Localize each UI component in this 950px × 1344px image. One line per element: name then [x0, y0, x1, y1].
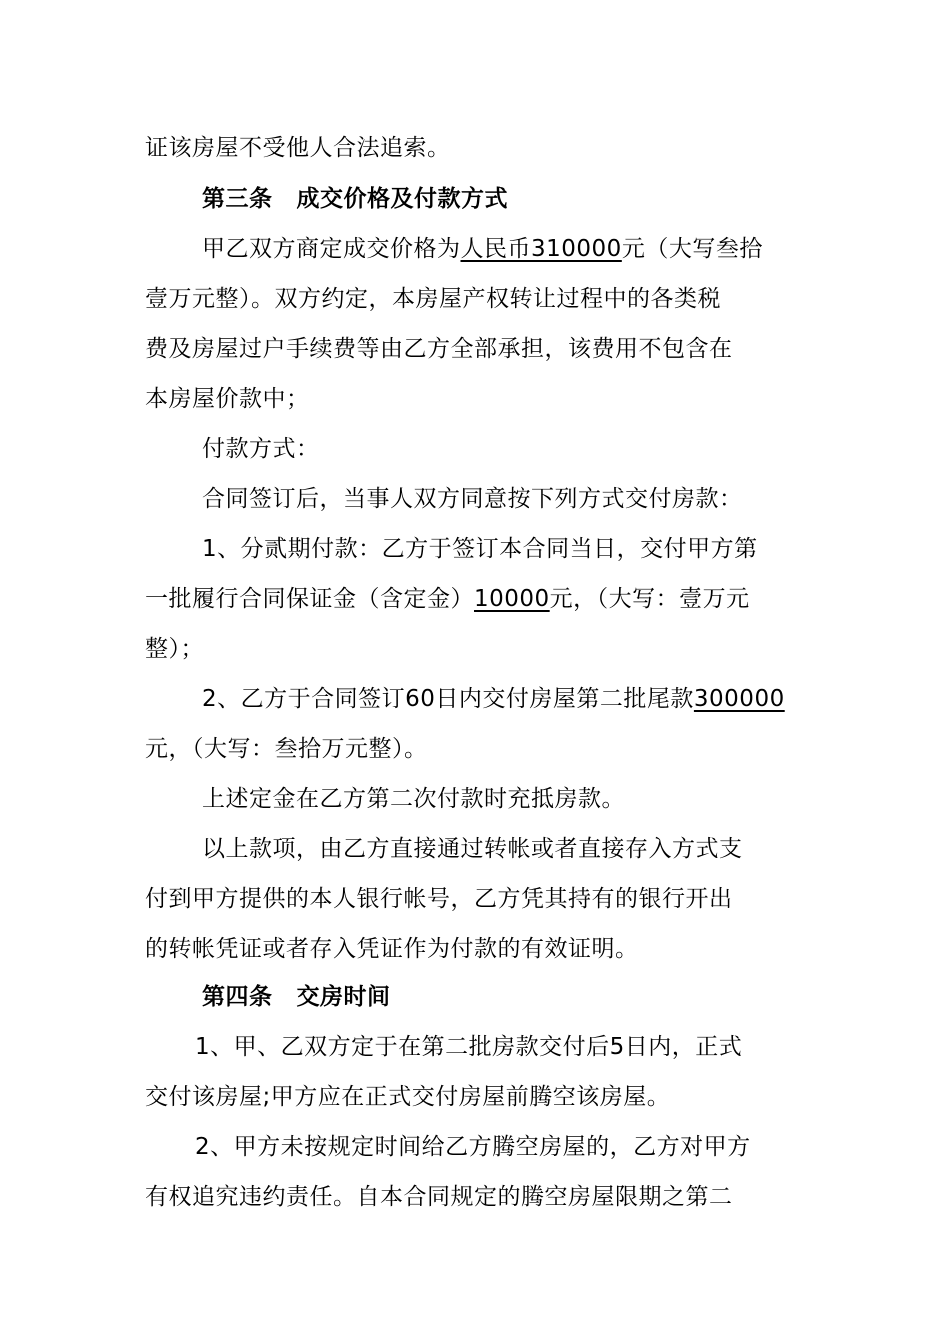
paragraph-line: 有权追究违约责任。自本合同规定的腾空房屋限期之第二	[145, 1184, 733, 1210]
paragraph-line: 证该房屋不受他人合法追索。	[145, 135, 451, 161]
paragraph-line: 的转帐凭证或者存入凭证作为付款的有效证明。	[145, 936, 639, 962]
paragraph-line: 壹万元整）。双方约定，本房屋产权转让过程中的各类税	[145, 286, 721, 312]
article-title: 成交价格及付款方式	[296, 186, 508, 212]
paragraph-line: 费及房屋过户手续费等由乙方全部承担，该费用不包含在	[145, 336, 733, 362]
paragraph-line: 上述定金在乙方第二次付款时充抵房款。	[202, 786, 625, 812]
text-run: 一批履行合同保证金（含定金）	[145, 586, 474, 612]
deposit-underlined: 10000	[474, 586, 550, 612]
paragraph-line: 以上款项，由乙方直接通过转帐或者直接存入方式支	[202, 836, 743, 862]
paragraph-line	[202, 679, 785, 719]
text-run: 元，（大写：壹万元	[549, 586, 750, 612]
text-run: 2、乙方于合同签订60日内交付房屋第二批尾款	[202, 686, 694, 712]
paragraph-line: 元，（大写：叁拾万元整）。	[145, 736, 428, 762]
article-number: 第三条	[202, 186, 273, 212]
text-run: 元（大写叁拾	[621, 236, 763, 262]
paragraph-line: 1、分贰期付款：乙方于签订本合同当日，交付甲方第	[202, 536, 758, 562]
balance-underlined: 300000	[693, 686, 785, 712]
text-run: 甲乙双方商定成交价格为	[202, 236, 461, 262]
paragraph-line: 本房屋价款中；	[145, 386, 310, 412]
article-number: 第四条	[202, 984, 273, 1010]
paragraph-line: 付款方式：	[202, 436, 320, 462]
price-underlined: 人民币310000	[460, 236, 622, 262]
paragraph-line: 交付该房屋;甲方应在正式交付房屋前腾空该房屋。	[145, 1084, 671, 1110]
article-4-heading	[202, 977, 391, 1017]
article-3-heading	[202, 179, 508, 219]
paragraph-line	[145, 579, 750, 619]
paragraph-line: 1、甲、乙双方定于在第二批房款交付后5日内，正式	[195, 1034, 743, 1060]
paragraph-line: 付到甲方提供的本人银行帐号，乙方凭其持有的银行开出	[145, 886, 733, 912]
paragraph-line: 合同签订后，当事人双方同意按下列方式交付房款：	[202, 486, 743, 512]
paragraph-line	[202, 229, 763, 269]
paragraph-line: 2、甲方未按规定时间给乙方腾空房屋的，乙方对甲方	[195, 1134, 751, 1160]
article-title: 交房时间	[296, 984, 391, 1010]
paragraph-line: 整）；	[145, 636, 204, 662]
